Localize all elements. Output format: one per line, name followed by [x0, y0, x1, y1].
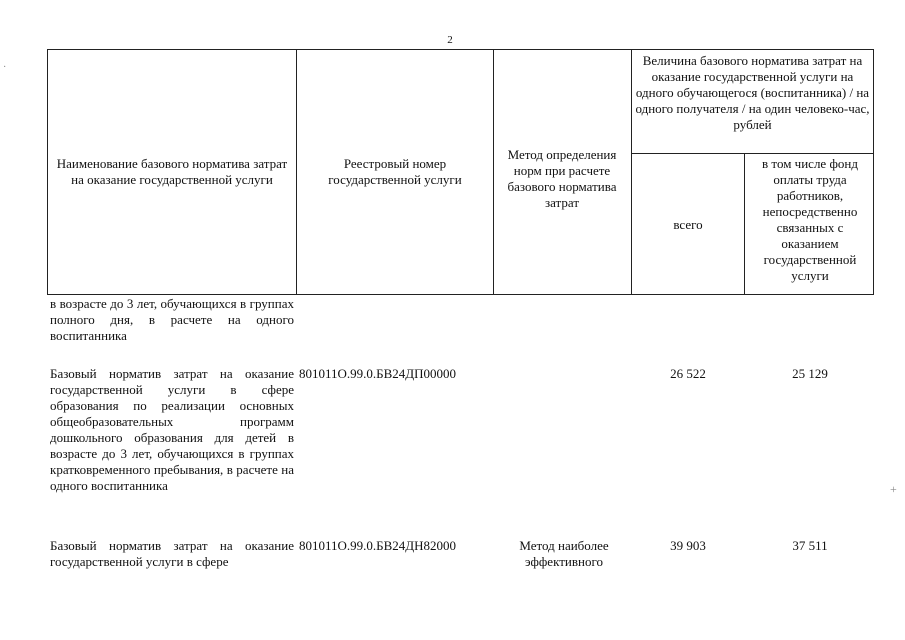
header-registry-number: Реестровый номер государственной услуги [328, 156, 462, 187]
table-row-name: Базовый норматив затрат на оказание государственной услуги в сфере [50, 538, 294, 569]
table-row-name: в возрасте до 3 лет, обучающихся в группах полного дня, в расчете на одного воспитанника [50, 296, 294, 343]
table-row-total: 39 903 [670, 538, 706, 553]
table-top-border [47, 49, 874, 50]
table-row-wage-fund: 25 129 [792, 366, 828, 381]
header-total: всего [673, 217, 703, 232]
header-base-norm-name: Наименование базового норматива затрат на оказание государственной услуги [56, 156, 288, 187]
value-subheader-border [631, 153, 874, 154]
table-row-registry-number: 801011О.99.0.БВ24ДН82000 [299, 538, 457, 553]
column-divider [493, 49, 494, 295]
table-row-name: Базовый норматив затрат на оказание государственной услуги в сфере образования по реализации основных общеобразовательных программ дошкольного образования для детей в возрасте до 3 лет, обучающихся в группах кратковременного пребывания, в расчете на одного воспитанника [50, 366, 294, 493]
table-row-method: Метод наиболее эффективного [519, 538, 609, 569]
table-header-bottom-border [47, 294, 874, 295]
column-divider [631, 49, 632, 295]
table-right-border [873, 49, 874, 295]
table-row-wage-fund: 37 511 [792, 538, 828, 553]
column-divider [296, 49, 297, 295]
header-method: Метод определения норм при расчете базового норматива затрат [507, 147, 617, 210]
table-row-registry-number: 801011О.99.0.БВ24ДП00000 [299, 366, 457, 381]
header-wage-fund: в том числе фонд оплаты труда работников, непосредственно связанных с оказанием государственной услуги [762, 156, 858, 283]
margin-crop-mark: + [890, 482, 897, 496]
margin-crop-mark: · [3, 62, 7, 73]
table-row-total: 26 522 [670, 366, 706, 381]
page-number: 2 [447, 34, 453, 46]
table-left-border [47, 49, 48, 295]
header-norm-value: Величина базового норматива затрат на оказание государственной услуги на одного обучающегося (воспитанника) / на одного получателя / на один человеко-час, рублей [635, 53, 870, 132]
column-divider [744, 153, 745, 295]
